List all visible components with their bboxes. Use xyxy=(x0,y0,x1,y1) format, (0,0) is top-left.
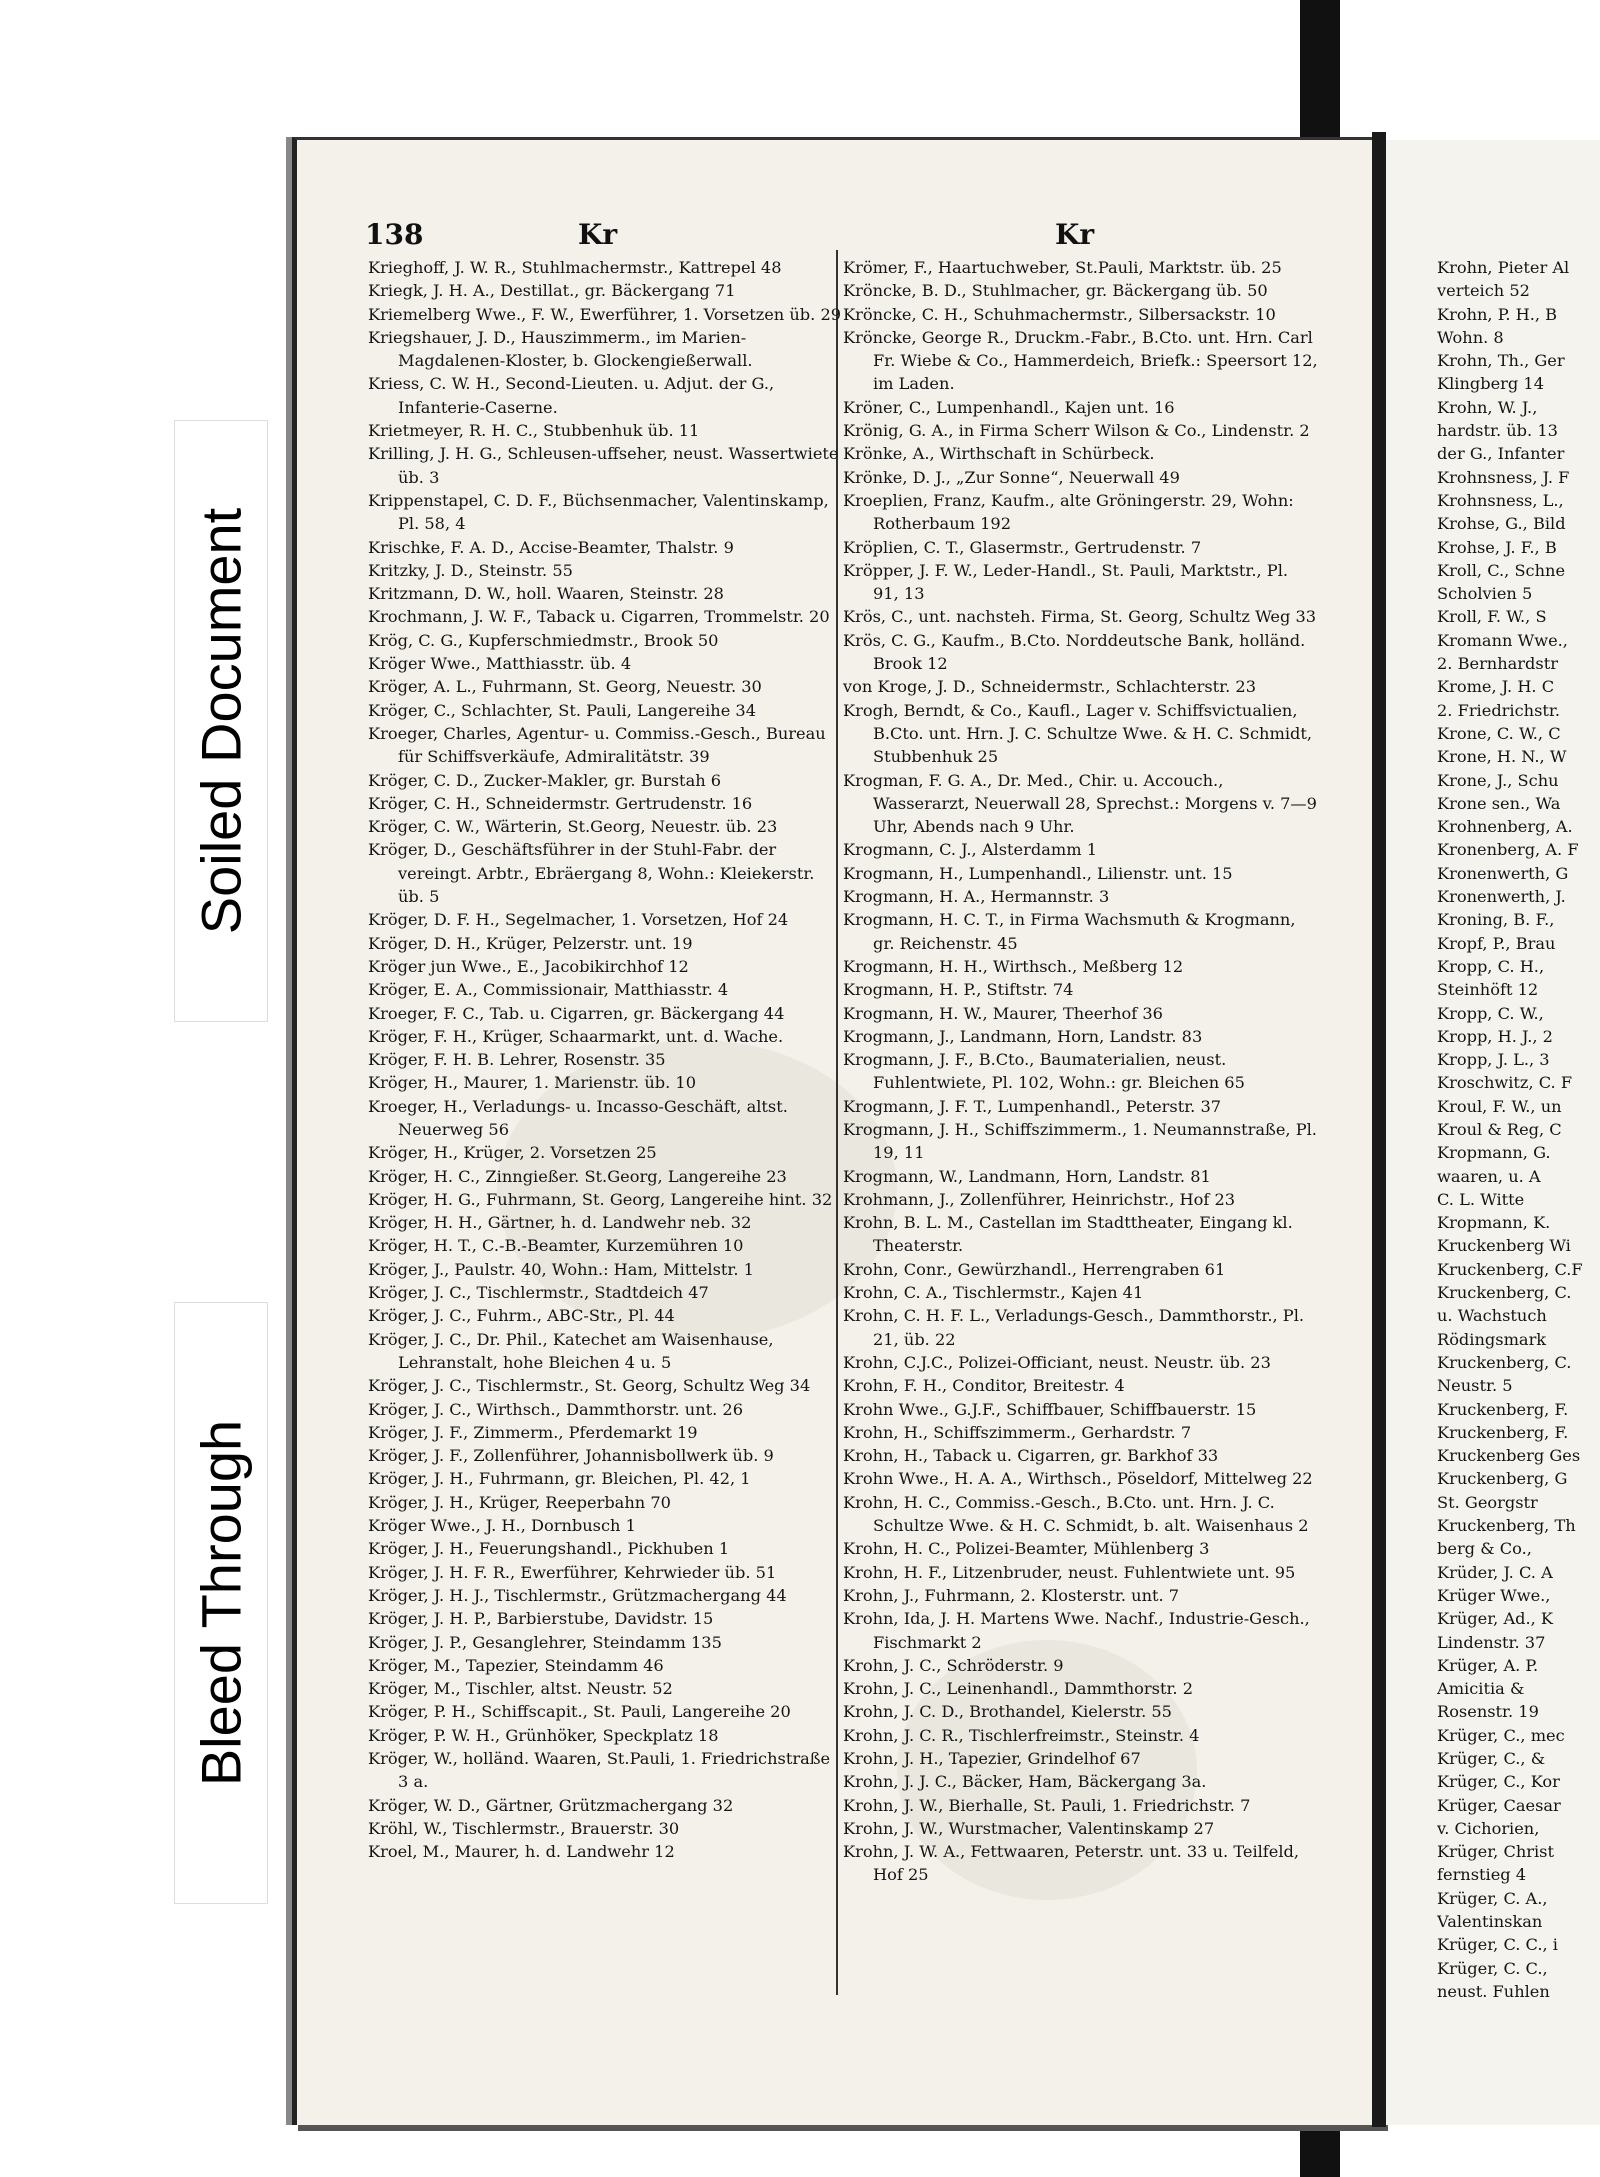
directory-entry: Krüger, Christ xyxy=(1437,1842,1554,1862)
directory-entry: Kröger, J., Paulstr. 40, Wohn.: Ham, Mittelstr. 1 xyxy=(368,1259,754,1279)
directory-entry: Krohn, P. H., B xyxy=(1437,304,1558,324)
directory-entry: von Kroge, J. D., Schneidermstr., Schlachterstr. 23 xyxy=(843,677,1257,697)
directory-entry: Krohn, Ida, J. H. Martens Wwe. Nachf., Industrie-Gesch., Fischmarkt 2 xyxy=(843,1609,1310,1652)
directory-entry: Kröger, J. H., Feuerungshandl., Pickhuben 1 xyxy=(368,1539,730,1559)
directory-entry: Kröger, M., Tischler, altst. Neustr. 52 xyxy=(368,1679,673,1699)
directory-entry: Krogmann, H. A., Hermannstr. 3 xyxy=(843,887,1110,907)
directory-entry: Kronenwerth, G xyxy=(1437,863,1569,883)
directory-entry: Krohn, B. L. M., Castellan im Stadttheater, Eingang kl. Theaterstr. xyxy=(843,1213,1293,1256)
directory-entry: Krogmann, H. H., Wirthsch., Meßberg 12 xyxy=(843,956,1184,976)
directory-entry: Kroeger, Charles, Agentur- u. Commiss.-Gesch., Bureau für Schiffsverkäufe, Admiralitätstr. 39 xyxy=(368,723,826,767)
directory-entry: Kronenberg, A. F xyxy=(1437,840,1579,860)
directory-entry: Kröhl, W., Tischlermstr., Brauerstr. 30 xyxy=(368,1818,680,1838)
directory-entry: Amicitia & xyxy=(1437,1679,1525,1699)
next-page-column xyxy=(1437,256,1600,2003)
directory-entry: Kroll, F. W., S xyxy=(1437,607,1547,627)
directory-entry: Kröger jun Wwe., E., Jacobikirchhof 12 xyxy=(368,956,689,976)
directory-entry: Krohn, Pieter Al xyxy=(1437,258,1570,277)
directory-entry: Kröpper, J. F. W., Leder-Handl., St. Pauli, Marktstr., Pl. 91, 13 xyxy=(843,560,1289,604)
directory-entry: Krohn, W. J., xyxy=(1437,397,1538,417)
directory-entry: Kroning, B. F., xyxy=(1437,910,1555,930)
directory-entry: Krohn, C. A., Tischlermstr., Kajen 41 xyxy=(843,1283,1144,1303)
directory-entry: Krüger, C. C., xyxy=(1437,1958,1548,1978)
directory-entry: Kruckenberg, C. xyxy=(1437,1283,1572,1303)
directory-entry: Krohnsness, L., xyxy=(1437,490,1564,510)
directory-entry: Kruckenberg, F. xyxy=(1437,1399,1569,1419)
directory-entry: Krönig, G. A., in Firma Scherr Wilson & Co., Lindenstr. 2 xyxy=(843,421,1310,441)
directory-entry: Krone sen., Wa xyxy=(1437,793,1561,813)
bleed-through-text: Bleed Through xyxy=(189,1419,253,1787)
directory-entry: 2. Bernhardstr xyxy=(1437,654,1558,674)
directory-entry: Krös, C. G., Kaufm., B.Cto. Norddeutsche Bank, holländ. Brook 12 xyxy=(843,630,1306,674)
directory-entry: Krohn, J. W., Wurstmacher, Valentinskamp 27 xyxy=(843,1818,1215,1838)
book-spine xyxy=(1372,132,1386,2127)
directory-entry: waaren, u. A xyxy=(1437,1166,1541,1186)
directory-entry: Krohn Wwe., G.J.F., Schiffbauer, Schiffbauerstr. 15 xyxy=(843,1399,1257,1419)
directory-entry: Kruckenberg, C.F xyxy=(1437,1259,1583,1279)
directory-entry: Krohn, J. C. R., Tischlerfreimstr., Steinstr. 4 xyxy=(843,1725,1200,1745)
directory-entry: Krohn, H. C., Polizei-Beamter, Mühlenberg 3 xyxy=(843,1539,1210,1559)
directory-entry: hardstr. üb. 13 xyxy=(1437,421,1558,441)
directory-entry: Kröger, M., Tapezier, Steindamm 46 xyxy=(368,1655,664,1675)
directory-entry: Kröger, H. G., Fuhrmann, St. Georg, Langereihe hint. 32 xyxy=(368,1189,833,1209)
directory-entry: Krohn, H., Schiffszimmerm., Gerhardstr. 7 xyxy=(843,1422,1192,1442)
directory-entry: Krohn, Th., Ger xyxy=(1437,351,1565,371)
directory-entry: Kröger, D. F. H., Segelmacher, 1. Vorsetzen, Hof 24 xyxy=(368,910,789,930)
directory-entry: Krüger, C. C., i xyxy=(1437,1935,1558,1955)
directory-entry: Kroschwitz, C. F xyxy=(1437,1073,1573,1093)
directory-entry: Krogman, F. G. A., Dr. Med., Chir. u. Accouch., Wasserarzt, Neuerwall 28, Sprechst.: Morgens v. 7—9 Uhr, Abends nach 9 Uhr. xyxy=(843,770,1317,837)
directory-entry: Kröger, W. D., Gärtner, Grützmachergang 32 xyxy=(368,1795,734,1815)
directory-entry: Krohn, F. H., Conditor, Breitestr. 4 xyxy=(843,1376,1125,1396)
directory-entry: Kropmann, K. xyxy=(1437,1213,1551,1233)
directory-entry: Kröger, J. H. P., Barbierstube, Davidstr. 15 xyxy=(368,1609,714,1629)
directory-entry: Kröger, H. H., Gärtner, h. d. Landwehr neb. 32 xyxy=(368,1213,752,1233)
directory-entry: Krömer, F., Haartuchweber, St.Pauli, Marktstr. üb. 25 xyxy=(843,258,1282,277)
directory-entry: Krohse, J. F., B xyxy=(1437,537,1557,557)
directory-entry: Krüger, A. P. xyxy=(1437,1655,1539,1675)
directory-entry: Kröger, F. H. B. Lehrer, Rosenstr. 35 xyxy=(368,1050,666,1070)
directory-entry: Kröger, J. F., Zimmerm., Pferdemarkt 19 xyxy=(368,1422,698,1442)
directory-entry: Krone, J., Schu xyxy=(1437,770,1559,790)
directory-entry: Wohn. 8 xyxy=(1437,327,1504,347)
directory-entry: Kröger, J. H., Krüger, Reeperbahn 70 xyxy=(368,1492,671,1512)
directory-entry: Kropp, C. W., xyxy=(1437,1003,1544,1023)
directory-entry: Kröplien, C. T., Glasermstr., Gertrudenstr. 7 xyxy=(843,537,1202,557)
directory-entry: Kröger, E. A., Commissionair, Matthiasstr. 4 xyxy=(368,980,729,1000)
directory-entry: Kröger, J. C., Wirthsch., Dammthorstr. unt. 26 xyxy=(368,1399,744,1419)
directory-entry: Kroul & Reg, C xyxy=(1437,1119,1562,1139)
directory-entry: Krogmann, J. F., B.Cto., Baumaterialien, neust. Fuhlentwiete, Pl. 102, Wohn.: gr. Bleichen 65 xyxy=(843,1050,1245,1093)
directory-entry: Kruckenberg Wi xyxy=(1437,1236,1571,1256)
directory-entry: Rödingsmark xyxy=(1437,1329,1547,1349)
directory-entry: Rosenstr. 19 xyxy=(1437,1702,1539,1722)
directory-entry: Kröger, J. H., Fuhrmann, gr. Bleichen, Pl. 42, 1 xyxy=(368,1469,751,1489)
directory-entry: Kröger, D. H., Krüger, Pelzerstr. unt. 19 xyxy=(368,933,693,953)
directory-entry: Kriegk, J. H. A., Destillat., gr. Bäckergang 71 xyxy=(368,281,736,301)
directory-entry: Krönke, A., Wirthschaft in Schürbeck. xyxy=(843,444,1155,464)
page-number: 138 xyxy=(365,218,424,251)
directory-entry: Krohn, C. H. F. L., Verladungs-Gesch., Dammthorstr., Pl. 21, üb. 22 xyxy=(843,1306,1305,1349)
directory-entry: u. Wachstuch xyxy=(1437,1306,1547,1326)
directory-entry: neust. Fuhlen xyxy=(1437,1981,1550,2001)
directory-entry: Krüger, C., & xyxy=(1437,1749,1546,1768)
directory-entry: Kroeger, H., Verladungs- u. Incasso-Geschäft, altst. Neuerweg 56 xyxy=(368,1096,788,1139)
directory-entry: Kröger, J. C., Dr. Phil., Katechet am Waisenhause, Lehranstalt, hohe Bleichen 4 u. 5 xyxy=(368,1329,774,1372)
directory-entry: Krischke, F. A. D., Accise-Beamter, Thalstr. 9 xyxy=(368,537,734,557)
directory-entry: Krohn Wwe., H. A. A., Wirthsch., Pöseldorf, Mittelweg 22 xyxy=(843,1469,1313,1489)
directory-entry: Krohmann, J., Zollenführer, Heinrichstr., Hof 23 xyxy=(843,1189,1236,1209)
directory-entry: Krohn, C.J.C., Polizei-Officiant, neust. Neustr. üb. 23 xyxy=(843,1352,1271,1372)
soiled-document-text: Soiled Document xyxy=(189,507,253,935)
directory-column-left xyxy=(368,256,843,1863)
directory-entry: Krogmann, C. J., Alsterdamm 1 xyxy=(843,840,1098,860)
directory-entry: Kröger, H., Krüger, 2. Vorsetzen 25 xyxy=(368,1143,657,1163)
directory-entry: Kriemelberg Wwe., F. W., Ewerführer, 1. Vorsetzen üb. 29 xyxy=(368,304,842,324)
directory-entry: Krüger, Ad., K xyxy=(1437,1609,1554,1629)
directory-entry: Kröger, C. W., Wärterin, St.Georg, Neuestr. üb. 23 xyxy=(368,817,778,837)
directory-entry: St. Georgstr xyxy=(1437,1492,1538,1512)
directory-entry: Krohn, Conr., Gewürzhandl., Herrengraben 61 xyxy=(843,1259,1226,1279)
directory-entry: Kropp, C. H., xyxy=(1437,956,1545,976)
directory-entry: Krilling, J. H. G., Schleusen-uffseher, neust. Wassertwiete üb. 3 xyxy=(368,444,839,487)
directory-entry: Krohse, G., Bild xyxy=(1437,514,1566,534)
directory-entry: Kröger, C. H., Schneidermstr. Gertrudenstr. 16 xyxy=(368,793,753,813)
directory-entry: Krüger, C., mec xyxy=(1437,1725,1565,1745)
directory-entry: Kritzky, J. D., Steinstr. 55 xyxy=(368,560,573,580)
directory-entry: Krietmeyer, R. H. C., Stubbenhuk üb. 11 xyxy=(368,421,700,441)
directory-entry: Kruckenberg, G xyxy=(1437,1469,1568,1489)
directory-entry: Krohn, J. H., Tapezier, Grindelhof 67 xyxy=(843,1749,1141,1768)
directory-entry: Krohn, J. J. C., Bäcker, Ham, Bäckergang 3a. xyxy=(843,1772,1207,1792)
directory-entry: Kröger Wwe., Matthiasstr. üb. 4 xyxy=(368,654,632,674)
directory-entry: v. Cichorien, xyxy=(1437,1818,1540,1838)
directory-entry: Krohn, J. C., Schröderstr. 9 xyxy=(843,1655,1064,1675)
directory-entry: Krippenstapel, C. D. F., Büchsenmacher, Valentinskamp, Pl. 58, 4 xyxy=(368,490,829,534)
directory-entry: Krogmann, J. F. T., Lumpenhandl., Peterstr. 37 xyxy=(843,1096,1222,1116)
directory-entry: Kruckenberg, F. xyxy=(1437,1422,1569,1442)
directory-entry: Krohn, H., Taback u. Cigarren, gr. Barkhof 33 xyxy=(843,1446,1219,1466)
directory-entry: Kröger, D., Geschäftsführer in der Stuhl-Fabr. der vereingt. Arbtr., Ebräergang 8, Wohn.: Kleiekerstr. üb. 5 xyxy=(368,840,815,907)
directory-entry: Krogmann, J. H., Schiffszimmerm., 1. Neumannstraße, Pl. 19, 11 xyxy=(843,1119,1317,1163)
directory-entry: Krüger Wwe., xyxy=(1437,1585,1551,1605)
guide-word-left: Kr xyxy=(578,218,618,251)
directory-entry: Kröger, C., Schlachter, St. Pauli, Langereihe 34 xyxy=(368,700,757,720)
directory-entry: Lindenstr. 37 xyxy=(1437,1632,1546,1652)
directory-entry: Krüger, C. A., xyxy=(1437,1888,1548,1908)
directory-entry: Kropf, P., Brau xyxy=(1437,933,1556,953)
directory-entry: Krönke, D. J., „Zur Sonne“, Neuerwall 49 xyxy=(843,467,1180,487)
directory-entry: Krogmann, J., Landmann, Horn, Landstr. 83 xyxy=(843,1026,1203,1046)
directory-entry: Kröger, J. F., Zollenführer, Johannisbollwerk üb. 9 xyxy=(368,1446,774,1466)
directory-entry: Krohnenberg, A. xyxy=(1437,817,1573,837)
directory-entry: Krüger, C., Kor xyxy=(1437,1772,1560,1792)
directory-entry: Kröger Wwe., J. H., Dornbusch 1 xyxy=(368,1516,636,1536)
directory-entry: Kropp, J. L., 3 xyxy=(1437,1050,1550,1070)
directory-entry: 2. Friedrichstr. xyxy=(1437,700,1561,720)
directory-entry: berg & Co., xyxy=(1437,1539,1532,1559)
directory-entry: Krogmann, W., Landmann, Horn, Landstr. 81 xyxy=(843,1166,1211,1186)
directory-entry: Kröger, A. L., Fuhrmann, St. Georg, Neuestr. 30 xyxy=(368,677,762,697)
directory-entry: Krochmann, J. W. F., Taback u. Cigarren, Trommelstr. 20 xyxy=(368,607,830,627)
directory-entry: der G., Infanter xyxy=(1437,444,1565,464)
directory-entry: Kröger, F. H., Krüger, Schaarmarkt, unt. d. Wache. xyxy=(368,1026,784,1046)
directory-entry: Kriegshauer, J. D., Hauszimmerm., im Marien-Magdalenen-Kloster, b. Glockengießerwall. xyxy=(368,327,753,371)
directory-entry: Kromann Wwe., xyxy=(1437,630,1568,650)
directory-entry: Krohn, J. W., Bierhalle, St. Pauli, 1. Friedrichstr. 7 xyxy=(843,1795,1251,1815)
directory-entry: Krogh, Berndt, & Co., Kaufl., Lager v. Schiffsvictualien, B.Cto. unt. Hrn. J. C. Schultze Wwe. & H. C. Schmidt, Stubbenhuk 25 xyxy=(843,700,1313,767)
directory-entry: Krös, C., unt. nachsteh. Firma, St. Georg, Schultz Weg 33 xyxy=(843,607,1317,627)
directory-entry: Kriess, C. W. H., Second-Lieuten. u. Adjut. der G., Infanterie-Caserne. xyxy=(368,374,775,417)
directory-entry: Kritzmann, D. W., holl. Waaren, Steinstr. 28 xyxy=(368,584,724,604)
directory-entry: Kruckenberg, Th xyxy=(1437,1516,1576,1536)
directory-entry: Kroll, C., Schne xyxy=(1437,560,1566,580)
directory-entry: Kröger, J. P., Gesanglehrer, Steindamm 135 xyxy=(368,1632,722,1652)
directory-entry: Krohnsness, J. F xyxy=(1437,467,1570,487)
directory-entry: Krüder, J. C. A xyxy=(1437,1562,1553,1582)
directory-entry: Kroul, F. W., un xyxy=(1437,1096,1562,1116)
directory-entry: Krohn, J. W. A., Fettwaaren, Peterstr. unt. 33 u. Teilfeld, Hof 25 xyxy=(843,1842,1300,1885)
directory-entry: Kröger, H. C., Zinngießer. St.Georg, Langereihe 23 xyxy=(368,1166,787,1186)
directory-entry: Kropp, H. J., 2 xyxy=(1437,1026,1553,1046)
directory-entry: Kruckenberg Ges xyxy=(1437,1446,1581,1466)
directory-entry: verteich 52 xyxy=(1437,281,1530,301)
directory-entry: Kröncke, C. H., Schuhmachermstr., Silbersackstr. 10 xyxy=(843,304,1276,324)
directory-entry: Kröger, J. C., Tischlermstr., Stadtdeich 47 xyxy=(368,1283,709,1303)
directory-entry: Kröger, C. D., Zucker-Makler, gr. Burstah 6 xyxy=(368,770,722,790)
directory-entry: Kröger, J. H. J., Tischlermstr., Grützmachergang 44 xyxy=(368,1585,787,1605)
directory-entry: Krieghoff, J. W. R., Stuhlmachermstr., Kattrepel 48 xyxy=(368,258,782,277)
directory-entry: Klingberg 14 xyxy=(1437,374,1545,394)
directory-entry: Kroel, M., Maurer, h. d. Landwehr 12 xyxy=(368,1842,675,1862)
directory-entry: Krohn, H. C., Commiss.-Gesch., B.Cto. unt. Hrn. J. C. Schultze Wwe. & H. C. Schmidt, b. alt. Waisenhaus 2 xyxy=(843,1492,1309,1536)
directory-entry: Krüger, Caesar xyxy=(1437,1795,1561,1815)
directory-entry: Kröger, J. H. F. R., Ewerführer, Kehrwieder üb. 51 xyxy=(368,1562,777,1582)
directory-entry: Krohn, H. F., Litzenbruder, neust. Fuhlentwiete unt. 95 xyxy=(843,1562,1296,1582)
directory-entry: Krohn, J. C. D., Brothandel, Kielerstr. 55 xyxy=(843,1702,1172,1722)
directory-entry: Krohn, J. C., Leinenhandl., Dammthorstr. 2 xyxy=(843,1679,1194,1699)
directory-entry: Krone, C. W., C xyxy=(1437,723,1561,743)
directory-entry: Kröger, P. H., Schiffscapit., St. Pauli, Langereihe 20 xyxy=(368,1702,791,1722)
directory-entry: fernstieg 4 xyxy=(1437,1865,1527,1885)
page-header xyxy=(365,218,1360,258)
directory-entry: Krome, J. H. C xyxy=(1437,677,1555,697)
directory-entry: Neustr. 5 xyxy=(1437,1376,1513,1396)
directory-entry: Kröger, W., holländ. Waaren, St.Pauli, 1. Friedrichstraße 3 a. xyxy=(368,1749,831,1792)
directory-entry: Kropmann, G. xyxy=(1437,1143,1551,1163)
directory-entry: Kröncke, B. D., Stuhlmacher, gr. Bäckergang üb. 50 xyxy=(843,281,1268,301)
directory-entry: Krogmann, H. P., Stiftstr. 74 xyxy=(843,980,1074,1000)
directory-entry: Kröger, P. W. H., Grünhöker, Speckplatz 18 xyxy=(368,1725,719,1745)
directory-entry: Krohn, J., Fuhrmann, 2. Klosterstr. unt. 7 xyxy=(843,1585,1180,1605)
directory-entry: Valentinskan xyxy=(1437,1912,1543,1932)
directory-entry: Krogmann, H., Lumpenhandl., Lilienstr. unt. 15 xyxy=(843,863,1233,883)
directory-entry: Kröner, C., Lumpenhandl., Kajen unt. 16 xyxy=(843,397,1175,417)
directory-entry: Kronenwerth, J. xyxy=(1437,887,1566,907)
directory-entry: Kroeplien, Franz, Kaufm., alte Gröningerstr. 29, Wohn: Rotherbaum 192 xyxy=(843,490,1294,534)
directory-entry: C. L. Witte xyxy=(1437,1189,1525,1209)
guide-word-right: Kr xyxy=(1055,218,1095,251)
top-margin xyxy=(290,0,1600,140)
directory-entry: Kröncke, George R., Druckm.-Fabr., B.Cto. unt. Hrn. Carl Fr. Wiebe & Co., Hammerdeich, Briefk.: Speersort 12, im Laden. xyxy=(843,327,1318,394)
directory-entry: Kroeger, F. C., Tab. u. Cigarren, gr. Bäckergang 44 xyxy=(368,1003,785,1023)
soiled-document-label xyxy=(174,420,268,1022)
directory-entry: Krogmann, H. C. T., in Firma Wachsmuth & Krogmann, gr. Reichenstr. 45 xyxy=(843,910,1296,953)
directory-entry: Kruckenberg, C. xyxy=(1437,1352,1572,1372)
bleed-through-label xyxy=(174,1302,268,1904)
directory-entry: Kröger, H. T., C.-B.-Beamter, Kurzemühren 10 xyxy=(368,1236,744,1256)
directory-entry: Kröger, H., Maurer, 1. Marienstr. üb. 10 xyxy=(368,1073,697,1093)
directory-entry: Kröger, J. C., Tischlermstr., St. Georg, Schultz Weg 34 xyxy=(368,1376,811,1396)
directory-entry: Steinhöft 12 xyxy=(1437,980,1539,1000)
directory-column-right xyxy=(843,256,1318,1887)
directory-entry: Kröger, J. C., Fuhrm., ABC-Str., Pl. 44 xyxy=(368,1306,675,1326)
directory-entry: Krög, C. G., Kupferschmiedmstr., Brook 50 xyxy=(368,630,719,650)
directory-entry: Krone, H. N., W xyxy=(1437,747,1567,767)
directory-entry: Krogmann, H. W., Maurer, Theerhof 36 xyxy=(843,1003,1163,1023)
directory-entry: Scholvien 5 xyxy=(1437,584,1533,604)
